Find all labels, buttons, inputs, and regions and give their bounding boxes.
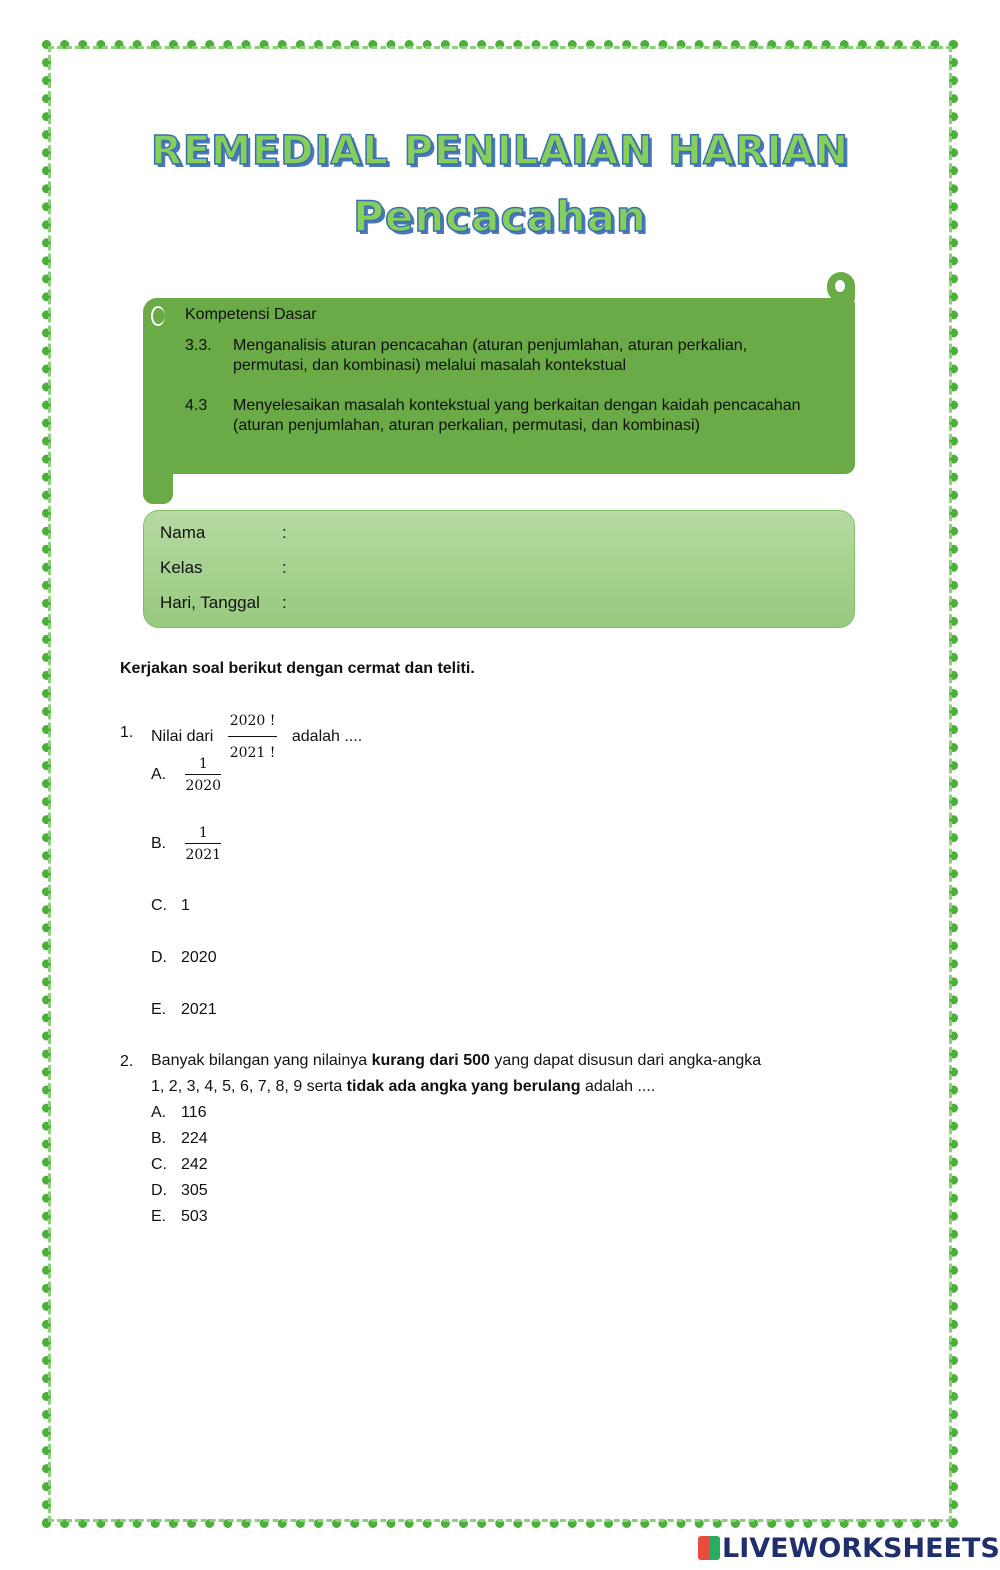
question-fraction [228,708,278,766]
option-c[interactable] [151,1156,208,1174]
option-e[interactable] [151,1208,208,1226]
instruction-text: Kerjakan soal berikut dengan cermat dan teliti. [120,660,475,677]
question-suffix: adalah .... [291,728,363,746]
option-a[interactable] [151,756,221,794]
text-run: yang dapat disusun dari angka-angka [489,1052,762,1069]
fraction-numerator: 1 [185,825,221,844]
option-value: 116 [181,1104,207,1121]
option-value: 2021 [181,1001,217,1018]
option-letter: E. [151,1208,167,1225]
option-fraction [185,756,221,794]
bold-run: kurang dari 500 [371,1052,490,1069]
identity-separator: : [282,523,287,542]
fraction-numerator: 2020 ! [228,708,278,737]
option-b[interactable] [151,825,221,863]
option-d[interactable] [151,1182,208,1200]
identity-label: Kelas [160,558,203,577]
question-number: 1. [120,724,134,741]
option-value: 224 [181,1130,208,1147]
student-identity-box [143,510,855,628]
identity-row-kelas[interactable] [160,558,287,578]
text-run: Banyak bilangan yang nilainya [151,1052,372,1069]
text-run: 1, 2, 3, 4, 5, 6, 7, 8, 9 serta [151,1078,347,1095]
kompetensi-heading: Kompetensi Dasar [185,306,317,323]
option-fraction [185,825,221,863]
option-value: 305 [181,1182,208,1199]
question-2-text [151,1048,761,1100]
option-letter: A. [151,1104,167,1121]
option-c[interactable] [151,897,190,915]
logo-text: LIVEWORKSHEETS [722,1533,1000,1564]
option-d[interactable] [151,949,217,967]
identity-separator: : [282,593,287,612]
page-subtitle: Pencacahan [353,192,647,241]
identity-separator: : [282,558,287,577]
option-e[interactable] [151,1001,217,1019]
page-title: REMEDIAL PENILAIAN HARIAN [151,128,849,174]
identity-row-nama[interactable] [160,523,287,543]
option-value: 1 [181,897,190,914]
fraction-denominator: 2020 [185,778,222,794]
option-b[interactable] [151,1130,208,1148]
identity-row-tanggal[interactable] [160,593,287,613]
option-a[interactable] [151,1104,207,1122]
fraction-denominator: 2021 [185,847,222,863]
fraction-numerator: 1 [185,756,221,775]
option-letter: C. [151,1156,167,1173]
kompetensi-text: Menganalisis aturan pencacahan (aturan penjumlahan, aturan perkalian, permutasi, dan kombinasi) melalui masalah kontekstual [233,337,748,374]
option-letter: E. [151,1001,167,1018]
bold-run: tidak ada angka yang berulang [346,1078,581,1095]
identity-label: Hari, Tanggal [160,593,260,612]
question-number: 2. [120,1053,134,1070]
scroll-body [173,298,855,474]
kompetensi-number: 3.3. [185,337,212,354]
option-value: 242 [181,1156,208,1173]
scroll-curl-left [143,298,173,504]
option-letter: A. [151,766,167,784]
question-line [151,1048,761,1074]
option-letter: D. [151,1182,167,1199]
identity-label: Nama [160,523,206,542]
option-value: 503 [181,1208,208,1225]
option-letter: B. [151,1130,167,1147]
liveworksheets-logo[interactable] [698,1533,1000,1564]
text-run: adalah .... [580,1078,656,1095]
option-value: 2020 [181,949,217,966]
kompetensi-number: 4.3 [185,397,208,414]
kompetensi-scroll-banner [143,272,855,504]
kompetensi-text: Menyelesaikan masalah kontekstual yang berkaitan dengan kaidah pencacahan (aturan penjumlahan, aturan perkalian, permutasi, dan kombinasi) [233,397,801,434]
option-letter: B. [151,835,167,853]
option-letter: D. [151,949,167,966]
option-letter: C. [151,897,167,914]
question-line [151,1074,761,1100]
fraction-denominator: 2021 ! [229,745,276,761]
liveworksheets-icon [698,1536,720,1560]
question-prefix: Nilai dari [151,728,214,746]
